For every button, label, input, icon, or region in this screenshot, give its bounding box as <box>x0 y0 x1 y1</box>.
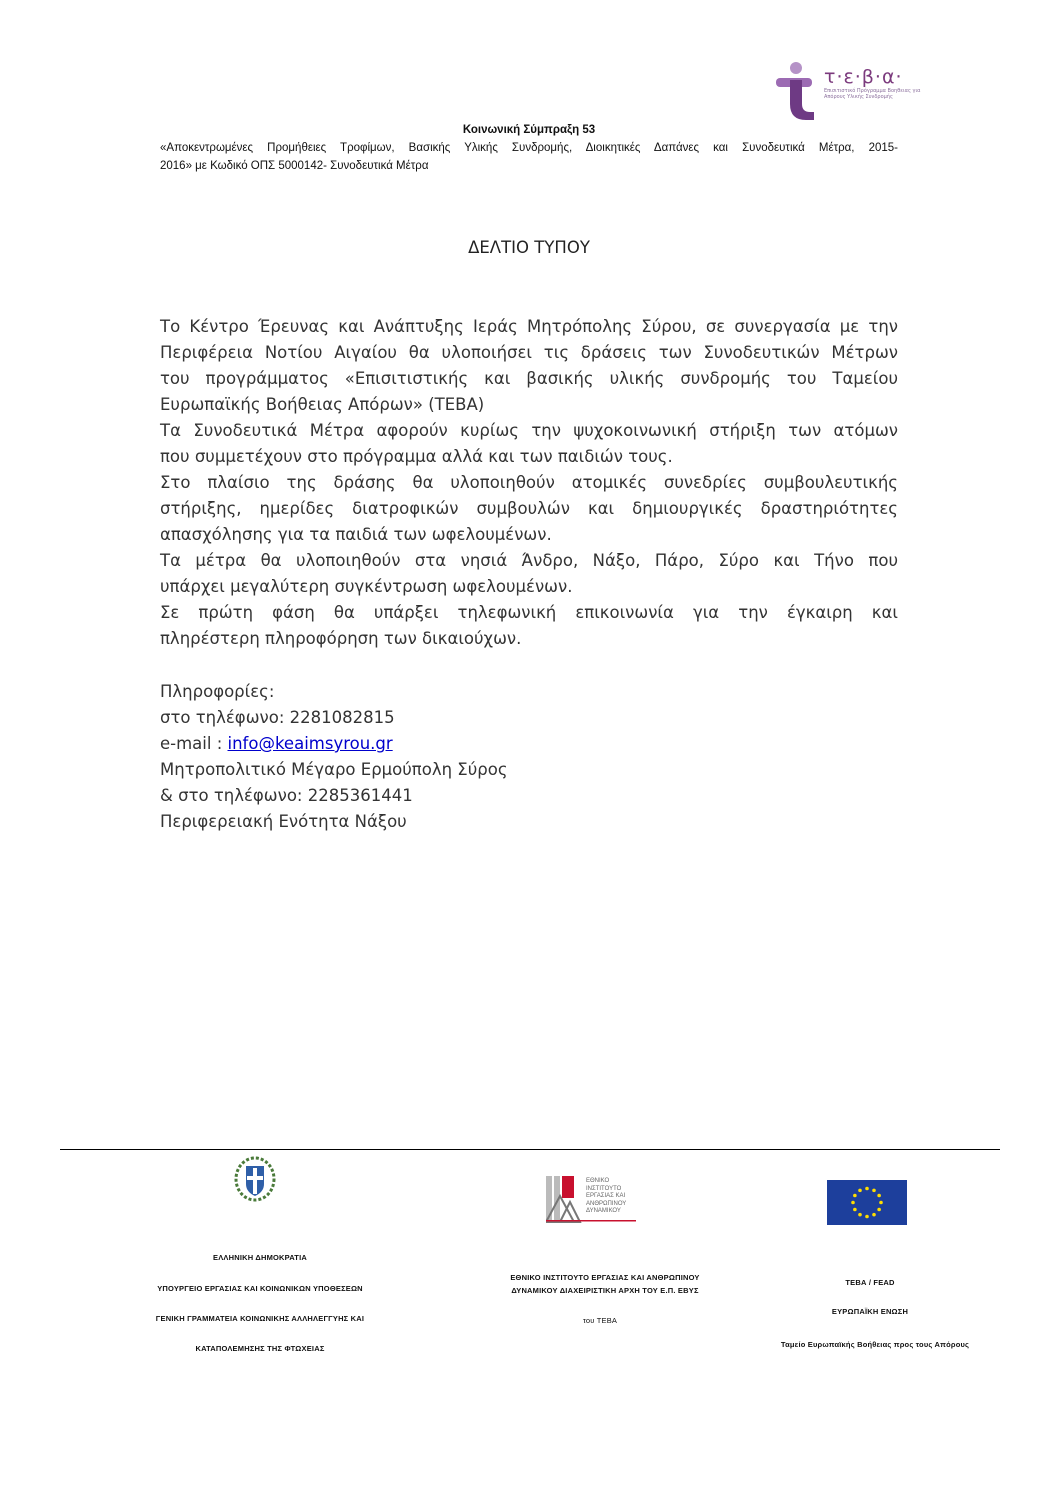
press-release-title: ΔΕΛΤΙΟ ΤΥΠΟΥ <box>468 238 590 257</box>
footer-right-line: Ταμείο Ευρωπαϊκής Βοήθειας προς τους Απόρους <box>780 1340 970 1349</box>
footer-center-line: ΔΥΝΑΜΙΚΟΥ ΔΙΑΧΕΙΡΙΣΤΙΚΗ ΑΡΧΗ ΤΟΥ Ε.Π. ΕΒΥΣ <box>511 1286 699 1295</box>
body-line: υπάρχει μεγαλύτερη συγκέντρωση ωφελουμένων. <box>160 577 573 596</box>
eu-star <box>865 1215 869 1219</box>
project-title-line1: «Αποκεντρωμένες Προμήθειες Τροφίμων, Βασικής Υλικής Συνδρομής, Διοικητικές Δαπάνες και Συνοδευτικά Μέτρα, 2015- <box>160 142 898 154</box>
eu-star <box>851 1201 855 1205</box>
footer-center-line: του ΤΕΒΑ <box>582 1316 618 1325</box>
eu-flag-icon <box>827 1180 907 1225</box>
project-title-line2: 2016» με Κωδικό ΟΠΣ 5000142- Συνοδευτικά Μέτρα <box>160 160 429 172</box>
teba-tagline: Επισιτιστικό Πρόγραμμα Βοηθειας για Απόρους Υλικής Συνδρομής <box>824 88 921 100</box>
email-label: e-mail : <box>160 734 228 753</box>
body-line: Ευρωπαϊκής Βοήθειας Απόρων» (ΤΕΒΑ) <box>160 395 485 414</box>
eu-star <box>872 1213 876 1217</box>
footer-left-line: ΥΠΟΥΡΓΕΙΟ ΕΡΓΑΣΙΑΣ ΚΑΙ ΚΟΙΝΩΝΙΚΩΝ ΥΠΟΘΕΣΕΩΝ <box>157 1284 363 1293</box>
contact-email-line <box>160 731 393 757</box>
body-line: Περιφέρεια Νοτίου Αιγαίου θα υλοποιήσει τις δράσεις των Συνοδευτικών Μέτρων <box>160 343 898 362</box>
contact-address-1: Μητροπολιτικό Μέγαρο Ερμούπολη Σύρος <box>160 760 508 779</box>
body-line: απασχόλησης για τα παιδιά των ωφελουμένων. <box>160 525 552 544</box>
eu-star <box>853 1208 857 1212</box>
contact-address-2: Περιφερειακή Ενότητα Νάξου <box>160 812 407 831</box>
body-line: Το Κέντρο Έρευνας και Ανάπτυξης Ιεράς Μητρόπολης Σύρου, σε συνεργασία με την <box>160 317 898 336</box>
eu-star <box>858 1189 862 1193</box>
eu-star <box>879 1201 883 1205</box>
eu-star <box>872 1189 876 1193</box>
contact-phone-2: & στο τηλέφωνο: 2285361441 <box>160 786 413 805</box>
partnership-title: Κοινωνική Σύμπραξη 53 <box>462 124 596 136</box>
teba-wordmark: τ·ε·β·α· <box>824 66 903 88</box>
body-line: πληρέστερη πληροφόρηση των δικαιούχων. <box>160 629 522 648</box>
footer-divider <box>60 1149 1000 1150</box>
teba-person-icon <box>774 60 824 122</box>
eiead-logo-text: ΕΘΝΙΚΟ ΙΝΣΤΙΤΟΥΤΟ ΕΡΓΑΣΙΑΣ ΚΑΙ ΑΝΘΡΩΠΙΝΟΥ ΔΥΝΑΜΙΚΟΥ <box>586 1178 627 1214</box>
footer-left-line: ΓΕΝΙΚΗ ΓΡΑΜΜΑΤΕΙΑ ΚΟΙΝΩΝΙΚΗΣ ΑΛΛΗΛΕΓΓΥΗΣ ΚΑΙ <box>155 1314 365 1323</box>
body-line: που συμμετέχουν στο πρόγραμμα αλλά και των παιδιών τους. <box>160 447 673 466</box>
body-line: Στο πλαίσιο της δράσης θα υλοποιηθούν ατομικές συνεδρίες συμβουλευτικής <box>160 473 898 492</box>
eu-star <box>865 1187 869 1191</box>
footer-right-line: ΤΕΒΑ / FEAD <box>845 1278 895 1287</box>
body-line: Τα Συνοδευτικά Μέτρα αφορούν κυρίως την ψυχοκοινωνική στήριξη των ατόμων <box>160 421 898 440</box>
body-line: Τα μέτρα θα υλοποιηθούν στα νησιά Άνδρο, Νάξο, Πάρο, Σύρο και Τήνο που <box>160 551 898 570</box>
contact-phone-1: στο τηλέφωνο: 2281082815 <box>160 708 395 727</box>
eu-star <box>877 1194 881 1198</box>
footer-right-line: ΕΥΡΩΠΑΪΚΗ ΕΝΩΣΗ <box>831 1307 909 1316</box>
footer-left-line: ΕΛΛΗΝΙΚΗ ΔΗΜΟΚΡΑΤΙΑ <box>213 1253 307 1262</box>
footer-left-line: ΚΑΤΑΠΟΛΕΜΗΣΗΣ ΤΗΣ ΦΤΩΧΕΙΑΣ <box>195 1344 325 1353</box>
eu-star <box>858 1213 862 1217</box>
eu-star <box>853 1194 857 1198</box>
contact-heading: Πληροφορίες: <box>160 682 275 701</box>
body-line: Σε πρώτη φάση θα υπάρξει τηλεφωνική επικοινωνία για την έγκαιρη και <box>160 603 898 622</box>
teba-logo <box>774 60 934 122</box>
eu-star <box>877 1208 881 1212</box>
footer-center-line: ΕΘΝΙΚΟ ΙΝΣΤΙΤΟΥΤΟ ΕΡΓΑΣΙΑΣ ΚΑΙ ΑΝΘΡΩΠΙΝΟΥ <box>510 1273 700 1282</box>
body-line: στήριξης, ημερίδες διατροφικών συμβουλών και δημιουργικές δραστηριότητες <box>160 499 898 518</box>
greek-emblem-icon <box>234 1156 276 1202</box>
email-link[interactable]: info@keaimsyrou.gr <box>227 734 393 753</box>
body-line: του προγράμματος «Επισιτιστικής και βασικής υλικής συνδρομής του Ταμείου <box>160 369 898 388</box>
